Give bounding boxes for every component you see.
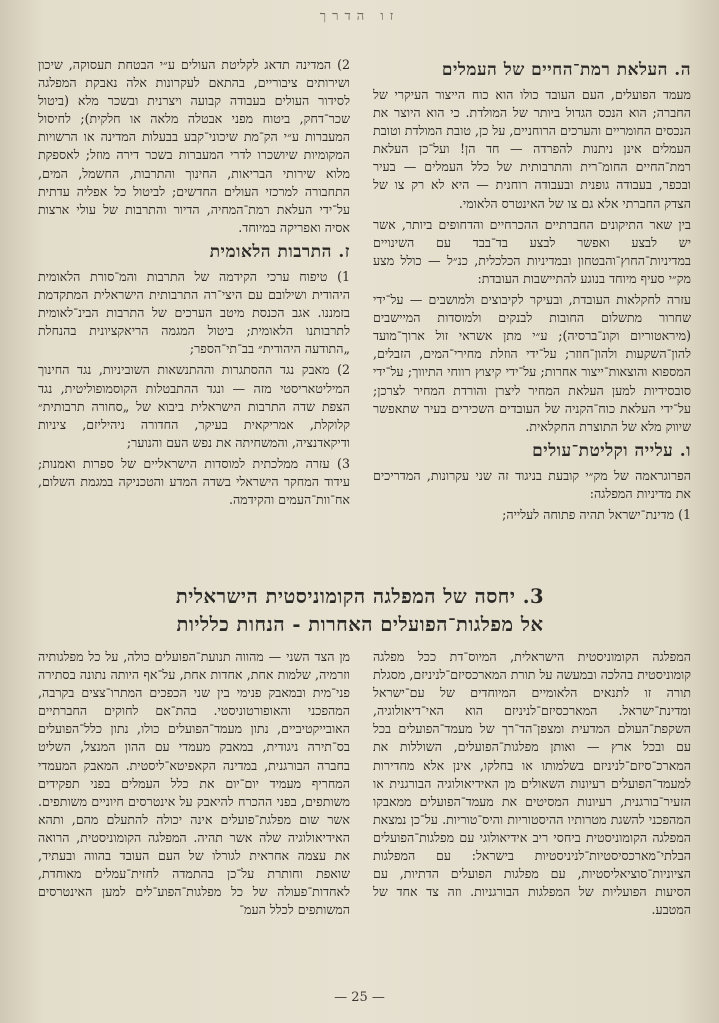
left-column-bottom — [38, 648, 350, 980]
left-column-top — [38, 56, 350, 574]
section-v-paragraph: הפרוגראמה של מק״י קובעת בניגוד זה שני עקרונות, המדריכים את מדיניות המפלגה: — [373, 467, 691, 501]
section-v-item-1: 1) מדינת־ישראל תהיה פתוחה לעלייה; — [502, 506, 691, 522]
section-3-paragraph-left: מן הצד השני — מהווה תנועת־הפועלים כולה, על כל מפלגותיה וזרמיה, שלמות אחת, אחדות אחת, על־אף היותה נתונה בסתירה פני־מית ובמאבק פנימי בין שני הכפכים המתרו־צצים בקרבה, המהפכני והאופורטוניסטי. בהת־אם לחוקים החברתיים האובייקטיביים, נתון מעמד־הפועלים כולו, נתון כלל־הפועלים בס־תירה ניגודית, במאבק מעמדי עם ההון המנצל, השליט בחברה הבורגנית, במדינה הקאפיטא־ליסטית. המאבק המעמדי המחריף מעמיד יום־יום את כלל העמלים בפני תפקידים משותפים, בפני ההכרח להיאבק על אינטרסים חיוניים משותפים. אשר שום מפלגת־פועלים אינה יכולה להתעלם מהם, ותהא האידיאולוגיה שלה אשר תהיה. המפלגה הקומוניסטית, הרואה את עצמה אחראית לגורלו של העם העובד בהווה ובעתיד, שואפת וחותרת על־כן בהתמדה לחזית־עמלים מאוחדת, לאחדות־פעולה של כל מפלגות־הפוע־לים למען האינטרסים המשותפים לכלל העמ־ — [38, 649, 350, 918]
section-e-paragraph-3: עזרה לחקלאות העובדת, ובעיקר לקיבוצים ולמושבים — על־ידי שחרור מתשלום החובות לבנקים ולמוסדות המיישבים (מיראטוריום וקונ־ברסיה); ע״י מתן אשראי זול ארוך־מועד להון־השקעות ולהון־חוזר; על־ידי הוזלת מחירי־המים, הזבלים, המספוא והוצאות־ייצור אחרות; על־ידי קיצוץ רווחי התיווך; על־ידי סובסידיות למען העלאת המחיר ליצרן והורדת המחיר לצרכן; על־ידי העלאת כוח־הקניה של העובדים השכירים בעיר שתאפשר שיווק מלא של התוצרת החקלאית. — [373, 292, 691, 434]
section-z-heading: ז. התרבות הלאומית — [209, 241, 350, 262]
section-3-heading — [30, 583, 690, 639]
section-3-heading-line-2: אל מפלגות־הפועלים האחרות - הנחות כלליות — [176, 613, 544, 636]
page-number: — 25 — — [334, 990, 385, 1005]
section-3-heading-line-1: 3. יחסה של המפלגה הקומוניסטית הישראלית — [175, 585, 545, 608]
section-v-heading: ו. עלייה וקליטת־עולים — [532, 440, 691, 461]
section-e-paragraph-2: בין שאר התיקונים החברתיים ההכרחיים והדחופים ביותר, אשר יש לבצע ואפשר לבצע בד־בבד עם השינויים במדיניות־החוץ־והבטחון ובמדיניות הכלכלית, כנ״ל — כולל מצע מק״י סעיף מיוחד בנוגע להתיישבות העובדת: — [373, 216, 691, 286]
section-z-item-3: 3) עזרה ממלכתית למוסדות הישראליים של ספרות ואמנות; עידוד המחקר הישראלי בשדה המדע והטכניקה במגמת השלום, אח־וות־העמים והקידמה. — [38, 455, 350, 508]
running-head: זו הדרך — [319, 9, 400, 24]
section-e-heading: ה. העלאת רמת־החיים של העמלים — [441, 60, 691, 80]
right-column-top — [373, 56, 691, 574]
section-v-item-2: 2) המדינה תדאג לקליטת העולים ע״י הבטחת תעסוקה, שיכון ושירותים ציבוריים, בהתאם לעקרונות אלה נאבקת המפלגה לסידור העולים בעבודה קבועה ויצרנית ובשכר מלא (ביטול שכר־דחק, ביטוח מפני אבטלה מלאה או חלקית); לחיסול המעברות ע״י הק־מת שיכוני־קבע בבעלות המדינה או הרשויות המקומיות שיושכרו לדרי המעברות בשכר דירה מוזל; לאספקת מלוא שירותי הבריאות, החינוך והתרבות, החשמל, המים, התחבורה למרכזי העולים החדשים; לביטול כל אפליה עדתית על־ידי העלאת רמת־המחיה, הדיור והתרבות של עולי ארצות אסיה ואפריקה במיוחד. — [38, 57, 350, 235]
section-e-paragraph-1: מעמד הפועלים, העם העובד כולו הוא כוח הייצור העיקרי של החברה; הוא הנכס הגדול ביותר של המולדת. כי הוא היוצר את הנכסים החומריים והערכים הרוחניים, על כן, טובת המולדת וטובת העמלים אינן ניתנות להפרדה — חד הן! ועל־כן העלאת רמת־החיים החומ־רית והתרבותית של כלל העמלים — בעיר ובכפר, בעבודה גופנית ובעבודה רוחנית — היא לא רק צו של הצדק החברתי אלא גם צו של האינטרס הלאומי. — [373, 87, 691, 211]
right-column-bottom — [373, 648, 691, 980]
section-3-paragraph-right: המפלגה הקומוניסטית הישראלית, המיוס־דת ככל מפלגה קומוניסטית בהלכה ובמעשה על תורת המארכסיזם־לניניזם, מסגלת תורה זו לתנאים הלאומיים המיוחדים של עם־ישראל ומדינת־ישראל. המארכסיזם־לניניזם הוא האי־דיאולוגיה, השקפת־העולם המדעית ומצפן־הד־רך של מעמד־הפועלים בכל עם ובכל ארץ — ואותן מפלגות־הפועלים, השוללות את המארכ־סיזם־לניניזם בשלמותו או בחלקו, אינן אלא מחדירות למעמד־הפועלים רעיונות השאולים מן האידיאולוגיה הבורגנית או הזעיר־בורגנית, רעיונות המסיטים את מעמד־הפועלים ממאבקו המהפכני להשגת מטרותיו ההיסטוריות והיס־טוריות. על־כן נמצאת המפלגה הקומוניסטית ביחסי ריב אידיאולוגי עם מפלגות־הפועלים הבלתי־מארכסיסטיות־לניניסטיות בישראל: עם המפלגות הציוניות־סוציאליסטיות, עם מפלגות הפועלים הדתיות, עם הסיעות הפועליות של המפלגות הבורגניות. וזה צד אחד של המטבע. — [373, 649, 691, 918]
section-z-item-2: 2) מאבק נגד ההסתגרות וההתנשאות השוביניות, נגד החינוך המיליטאריסטי מזה — ונגד ההתבטלות הקוסמופוליטית, נגד הצפת שדה התרבות הישראלית ביבוא של „סחורה תרבותית״ קלוקלת, אמריקאית בעיקר, החדורה ניהיליזם, ציניות ודיקאדנציה, והמשחיתה את נפש העם והנוער; — [38, 362, 350, 450]
section-z-item-1: 1) טיפוח ערכי הקידמה של התרבות והמ־סורת הלאומית היהודית ושילובם עם היצי־רה התרבותית הישראלית המתקדמת בזמננו. אגב הכנסת מיטב הערכים של התרבות הבינ־לאומית לתרבותנו הלאומית; ביטול המגמה הריאקציונית בהנחלת „התודעה היהודית״ בב־תי־הספר; — [38, 268, 350, 357]
